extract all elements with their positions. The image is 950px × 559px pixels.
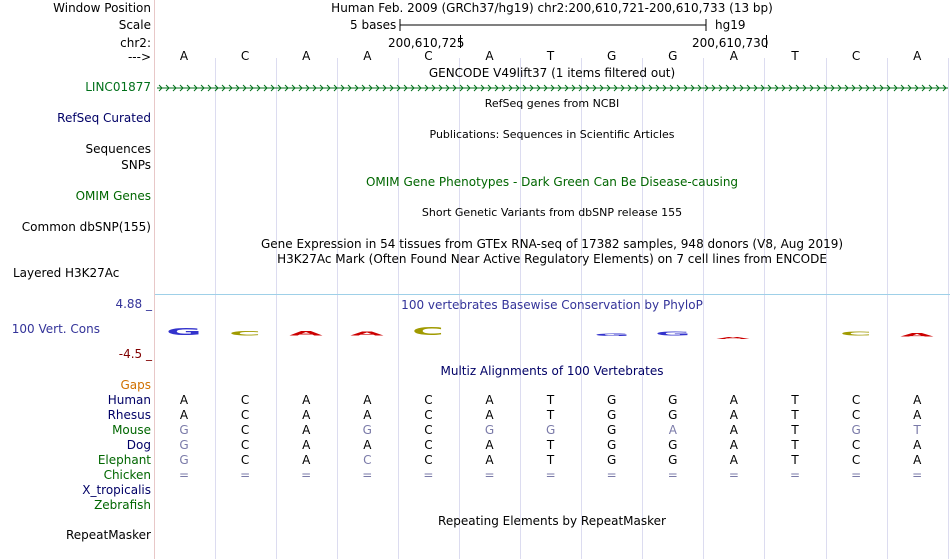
label-species-human[interactable]: Human [107,393,151,407]
alignment-base-elephant: C [424,453,433,467]
grid-line [703,58,704,559]
alignment-base-human: C [240,393,250,407]
alignment-base-rhesus: A [913,408,922,422]
label-snps[interactable]: SNPs [121,158,151,172]
phylop-top-line [155,294,950,295]
alignment-base-human: T [791,393,799,407]
grid-line [398,58,399,559]
grid-line [887,58,888,559]
sequence-base: C [424,49,433,63]
label-strand-arrow[interactable]: ---> [127,50,151,64]
gencode-track-title[interactable]: GENCODE V49lift37 (1 items filtered out) [428,66,676,80]
alignment-base-elephant: A [729,453,738,467]
alignment-base-dog: A [729,438,738,452]
h3k27ac-title[interactable]: H3K27Ac Mark (Often Found Near Active Regulatory Elements) on 7 cell lines from ENCODE [277,252,827,266]
label-100-vert-cons[interactable]: 100 Vert. Cons [11,322,100,336]
alignment-base-mouse: T [913,423,921,437]
svg-text:C: C [840,330,872,338]
alignment-base-mouse: G [607,423,617,437]
coord-tick-2 [766,35,767,48]
alignment-base-dog: A [363,438,372,452]
svg-text:A: A [900,332,934,338]
scale-bar [395,17,715,33]
sequence-base: A [179,49,189,63]
svg-text:G: G [166,326,202,338]
label-species-chicken[interactable]: Chicken [103,468,151,482]
alignment-base-chicken: = [362,468,373,482]
alignment-base-mouse: A [302,423,311,437]
alignment-base-dog: T [791,438,799,452]
alignment-base-chicken: = [301,468,312,482]
alignment-base-human: G [668,393,678,407]
alignment-base-dog: G [668,438,678,452]
alignment-base-human: A [363,393,372,407]
sequence-base: A [913,49,922,63]
alignment-base-chicken: = [423,468,434,482]
alignment-base-mouse: G [545,423,556,437]
sequence-base: T [546,49,555,63]
alignment-base-mouse: G [851,423,861,437]
alignment-base-rhesus: G [607,408,617,422]
grid-line [215,58,216,559]
alignment-base-chicken: = [728,468,739,482]
sequence-base: A [302,49,311,63]
alignment-base-chicken: = [240,468,251,482]
alignment-base-dog: A [302,438,311,452]
alignment-base-human: A [485,393,494,407]
alignment-base-human: A [729,393,738,407]
position-title: Human Feb. 2009 (GRCh37/hg19) chr2:200,610,721-200,610,733 (13 bp) [331,1,773,15]
alignment-base-elephant: T [791,453,799,467]
alignment-base-mouse: A [729,423,738,437]
alignment-base-rhesus: A [363,408,372,422]
label-common-dbsnp[interactable]: Common dbSNP(155) [21,220,151,234]
label-linc01877[interactable]: LINC01877 [85,80,151,94]
sequence-base: T [791,49,799,63]
alignment-base-elephant: G [668,453,678,467]
sequence-base: C [851,49,861,63]
svg-text:A: A [289,329,323,338]
label-scale: Scale [118,18,151,32]
alignment-base-human: C [424,393,433,407]
alignment-base-rhesus: G [668,408,678,422]
alignment-base-dog: A [485,438,494,452]
sequence-base: A [363,49,372,63]
alignment-base-human: A [913,393,922,407]
svg-text:A: A [716,337,750,340]
label-window-position: Window Position [53,1,151,15]
alignment-base-mouse: T [791,423,799,437]
alignment-base-dog: C [851,438,861,452]
alignment-base-chicken: = [789,468,801,482]
svg-text:C: C [412,325,444,338]
coord-200610730: 200,610,730 [692,36,769,50]
track-labels [0,0,155,559]
multiz-title[interactable]: Multiz Alignments of 100 Vertebrates [440,364,664,378]
scale-assembly: hg19 [715,18,746,32]
grid-line [337,58,338,559]
alignment-base-chicken: = [606,468,617,482]
label-species-mouse[interactable]: Mouse [112,423,151,437]
alignment-base-rhesus: A [302,408,311,422]
sequence-base: A [485,49,494,63]
alignment-base-human: A [179,393,189,407]
alignment-base-rhesus: A [485,408,494,422]
grid-line [948,58,949,559]
alignment-base-human: A [302,393,311,407]
alignment-base-rhesus: A [179,408,189,422]
alignment-base-chicken: = [545,468,556,482]
alignment-base-dog: G [607,438,617,452]
alignment-base-elephant: C [363,453,372,467]
alignment-base-elephant: A [302,453,311,467]
label-species-rhesus[interactable]: Rhesus [107,408,151,422]
alignment-base-rhesus: C [240,408,250,422]
alignment-base-human: T [546,393,555,407]
grid-line [276,58,277,559]
label-species-x-tropicalis[interactable]: X_tropicalis [82,483,151,497]
label-phylop-ymax: 4.88 _ [115,297,152,311]
grid-line [764,58,765,559]
alignment-base-elephant: T [546,453,555,467]
alignment-base-rhesus: T [546,408,555,422]
alignment-base-dog: A [913,438,922,452]
gtex-title[interactable]: Gene Expression in 54 tissues from GTEx RNA-seq of 17382 samples, 948 donors (V8, Aug 2019) [260,237,844,251]
alignment-base-elephant: G [607,453,617,467]
refseq-ncbi-title[interactable]: RefSeq genes from NCBI [484,97,620,110]
label-refseq-curated[interactable]: RefSeq Curated [57,111,151,125]
alignment-base-chicken: = [667,468,678,482]
sequence-base: G [607,49,617,63]
svg-text:C: C [229,329,261,338]
alignment-base-human: G [607,393,617,407]
alignment-base-chicken: = [484,468,495,482]
label-phylop-ymin: -4.5 _ [118,347,152,361]
publications-title[interactable]: Publications: Sequences in Scientific Articles [429,128,675,141]
alignment-base-rhesus: A [729,408,738,422]
label-gaps[interactable]: Gaps [120,378,151,392]
coord-200610725: 200,610,725 [388,36,465,50]
label-species-elephant[interactable]: Elephant [97,453,151,467]
svg-text:G: G [655,330,691,338]
short-variants-title[interactable]: Short Genetic Variants from dbSNP release 155 [421,206,683,219]
sequence-base: A [729,49,738,63]
alignment-base-rhesus: C [424,408,433,422]
alignment-base-elephant: C [240,453,250,467]
alignment-base-rhesus: T [791,408,799,422]
alignment-base-dog: C [240,438,250,452]
alignment-base-chicken: = [912,468,923,482]
alignment-base-human: C [851,393,861,407]
svg-text:A: A [350,330,384,338]
alignment-base-mouse: G [179,423,189,437]
omim-phenotypes-title[interactable]: OMIM Gene Phenotypes - Dark Green Can Be Disease-causing [365,175,739,189]
label-repeatmasker[interactable]: RepeatMasker [65,528,151,542]
phylop-logo-letters[interactable] [155,322,950,346]
label-chr: chr2: [120,36,151,50]
repeatmasker-title[interactable]: Repeating Elements by RepeatMasker [438,514,666,528]
phylop-title[interactable]: 100 vertebrates Basewise Conservation by PhyloP [401,298,703,312]
alignment-base-dog: G [179,438,189,452]
grid-line [826,58,827,559]
label-layered-h3k27ac[interactable]: Layered H3K27Ac [13,266,120,280]
scale-bases-text: 5 bases [350,18,397,32]
alignment-base-dog: T [546,438,555,452]
label-omim-genes[interactable]: OMIM Genes [75,189,151,203]
alignment-base-elephant: C [851,453,861,467]
alignment-base-elephant: A [913,453,922,467]
alignment-base-mouse: G [484,423,495,437]
svg-text:G: G [594,333,630,338]
alignment-base-mouse: C [240,423,250,437]
alignment-base-chicken: = [851,468,862,482]
alignment-base-mouse: A [668,423,677,437]
coord-tick-1 [460,35,461,48]
linc01877-gene-feature[interactable] [155,81,950,95]
alignment-base-mouse: C [424,423,433,437]
sequence-base: C [240,49,250,63]
alignment-base-elephant: A [485,453,494,467]
label-species-dog[interactable]: Dog [126,438,151,452]
alignment-base-rhesus: C [851,408,861,422]
sequence-base: G [668,49,678,63]
alignment-base-chicken: = [178,468,190,482]
alignment-base-dog: C [424,438,433,452]
alignment-base-elephant: G [179,453,189,467]
label-species-zebrafish[interactable]: Zebrafish [94,498,151,512]
alignment-base-mouse: G [362,423,372,437]
label-sequences[interactable]: Sequences [85,142,151,156]
track-image-area[interactable] [155,0,950,559]
